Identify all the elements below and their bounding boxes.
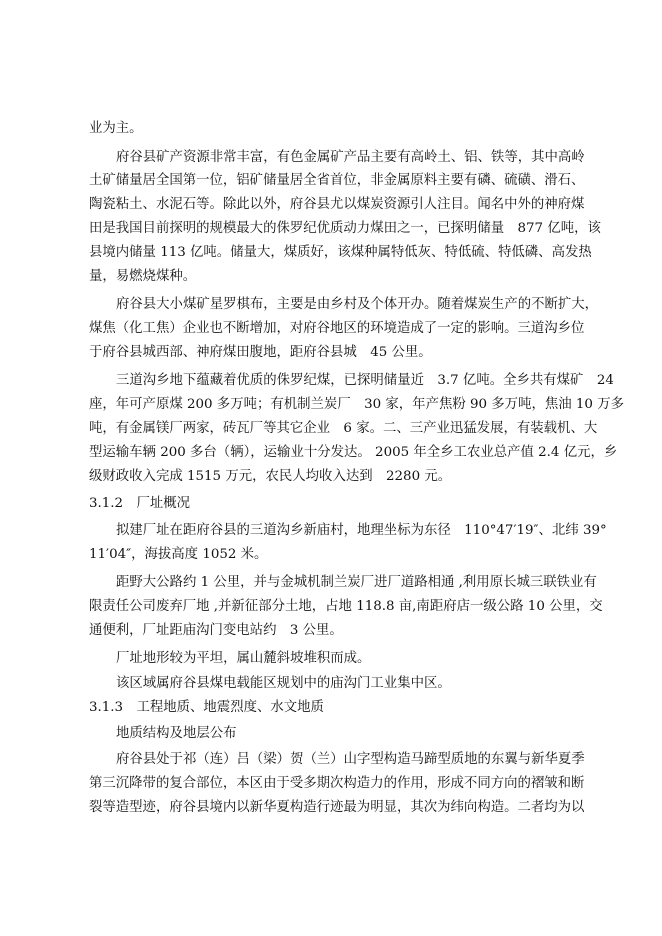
text-line: 级财政收入完成 1515 万元，农民人均收入达到 2280 元。 [89, 469, 452, 484]
text-line: 土矿储量居全国第一位，铝矿储量居全省首位，非金属原料主要有磷、硫磺、滑石、 [89, 173, 585, 188]
text-line: 府谷县矿产资源非常丰富，有色金属矿产品主要有高岭土、铝、铁等，其中高岭 [116, 150, 585, 165]
text-line: 11′04″，海拔高度 1052 米。 [89, 547, 268, 562]
text-line: 该区域属府谷县煤电载能区规划中的庙沟门工业集中区。 [116, 676, 451, 691]
section-heading: 3.1.2 厂址概况 [89, 496, 191, 511]
text-line: 限责任公司废弃厂地 ,并新征部分土地，占地 118.8 亩,南距府店一级公路 10 公里，交 [89, 599, 603, 614]
text-line: 拟建厂址在距府谷县的三道沟乡新庙村，地理坐标为东径 110°47′19″、北纬 39° [116, 523, 607, 538]
text-line: 座，年可产原煤 200 多万吨；有机制兰炭厂 30 家，年产焦粉 90 多万吨，焦油 10 万多 [89, 397, 624, 412]
text-line: 田是我国目前探明的规模最大的侏罗纪优质动力煤田之一，已探明储量 877 亿吨，该 [89, 221, 601, 236]
text-line: 县境内储量 113 亿吨。储量大，煤质好，该煤种属特低灰、特低硫、特低磷、高发热 [89, 245, 592, 260]
text-line: 府谷县处于祁（连）吕（梁）贺（兰）山字型构造马蹄型质地的东翼与新华夏季 [116, 752, 585, 767]
section-heading: 3.1.3 工程地质、地震烈度、水文地质 [89, 700, 324, 715]
text-line: 厂址地形较为平坦，属山麓斜坡堆积而成。 [116, 651, 371, 666]
text-line: 陶瓷粘土、水泥石等。除此以外，府谷县尤以煤炭资源引人注目。闻名中外的神府煤 [89, 197, 585, 212]
text-line: 府谷县大小煤矿星罗棋布，主要是由乡村及个体开办。随着煤炭生产的不断扩大， [116, 297, 599, 312]
text-line: 第三沉降带的复合部位，本区由于受多期次构造力的作用，形成不同方向的褶皱和断 [89, 776, 585, 791]
text-line: 业为主。 [89, 121, 143, 136]
text-line: 煤焦（化工焦）企业也不断增加，对府谷地区的环境造成了一定的影响。三道沟乡位 [89, 321, 585, 336]
text-line: 型运输车辆 200 多台（辆），运输业十分发达。 2005 年全乡工农业总产值 2.4 亿元，乡 [89, 445, 618, 460]
text-line: 吨，有金属镁厂两家，砖瓦厂等其它企业 6 家。二、三产业迅猛发展，有装载机、大 [89, 421, 598, 436]
text-line: 距野大公路约 1 公里，并与金城机制兰炭厂进厂道路相通 ,利用原长城三联铁业有 [116, 575, 597, 590]
text-line: 裂等造型迹，府谷县境内以新华夏构造行迹最为明显，其次为纬向构造。二者均为以 [89, 800, 585, 815]
text-line: 量，易燃烧煤种。 [89, 269, 197, 284]
text-line: 通便利，厂址距庙沟门变电站约 3 公里。 [89, 623, 343, 638]
text-line: 三道沟乡地下蕴藏着优质的侏罗纪煤，已探明储量近 3.7 亿吨。全乡共有煤矿 24 [116, 373, 614, 388]
text-line: 于府谷县城西部、神府煤田腹地，距府谷县城 45 公里。 [89, 345, 432, 360]
subsection-heading: 地质结构及地层公布 [116, 726, 237, 741]
